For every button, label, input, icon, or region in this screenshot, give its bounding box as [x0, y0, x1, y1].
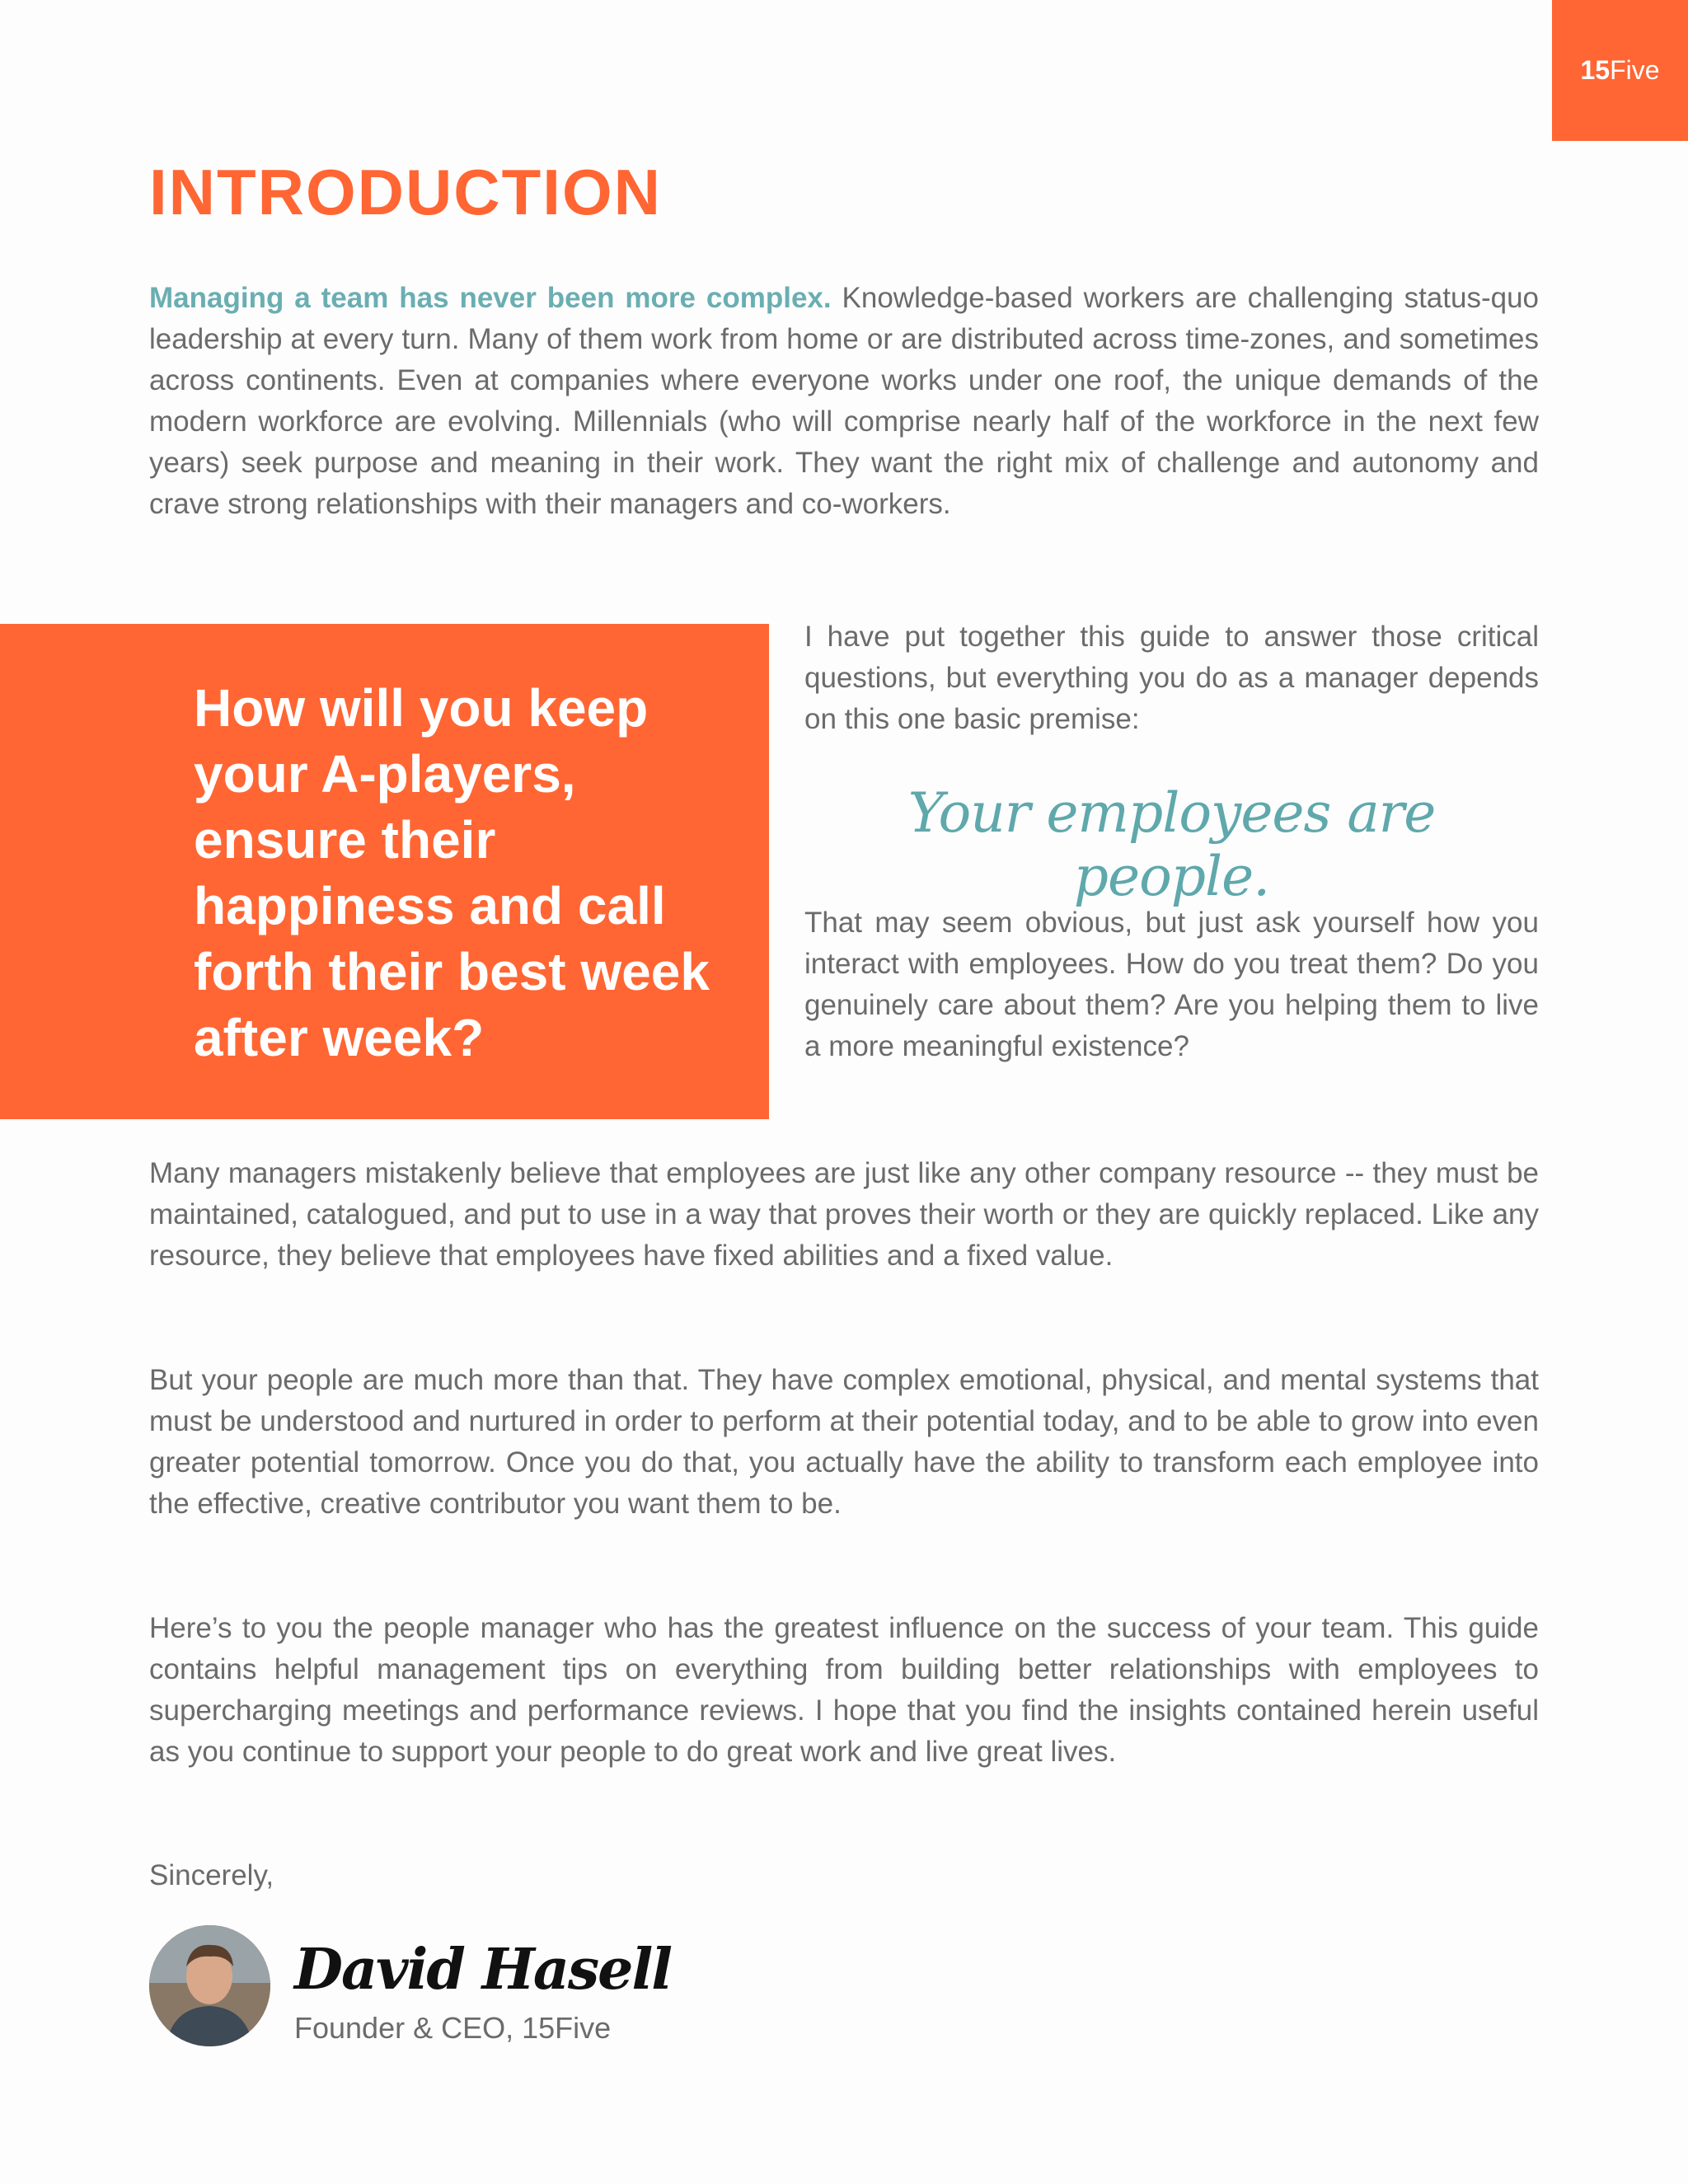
author-avatar [149, 1925, 270, 2046]
body-paragraph-2: But your people are much more than that. They have complex emotional, physical, and mental systems that must be understood and nurtured in order to perform at their potential today, and to be able to grow into even greater potential tomorrow. Once you do that, you actually have the ability to transform each employee into the effective, creative contributor you want them to be. [149, 1364, 1539, 1520]
brand-rest: Five [1610, 55, 1660, 85]
body-paragraph-1: Many managers mistakenly believe that employees are just like any other company resource -- they must be maintained, catalogued, and put to use in a way that proves their worth or they are quickly replaced. Like any resource, they believe that employees have fixed abilities and a fixed value. [149, 1157, 1539, 1272]
intro-lead: Managing a team has never been more complex. [149, 282, 832, 314]
callout-box [0, 624, 769, 1119]
closing-line: Sincerely, [149, 1859, 274, 1891]
callout-text: How will you keep your A-players, ensure their happiness and call forth their best week after week? [194, 678, 710, 1067]
portrait-image [149, 1925, 270, 2046]
pull-quote: Your employees are people. [907, 781, 1436, 908]
brand-logo-tab [1552, 0, 1688, 141]
right-col-paragraph-1: I have put together this guide to answer those critical questions, but everything you do as a manager depends on this one basic premise: [804, 621, 1539, 735]
brand-bold: 15 [1580, 55, 1611, 85]
author-signature: David Hasell [294, 1937, 672, 2003]
right-col-paragraph-2: That may seem obvious, but just ask yourself how you interact with employees. How do you treat them? Do you genuinely care about them? Are you helping them to live a more meaningful existence? [804, 907, 1539, 1062]
page-title: INTRODUCTION [149, 156, 662, 228]
intro-body: Knowledge-based workers are challenging status-quo leadership at every turn. Many of them work from home or are distributed across time-zones, and sometimes across continents. Even at companies where everyone works under one roof, the unique demands of the modern workforce are evolving. Millennials (who will comprise nearly half of the workforce in the next few years) seek purpose and meaning in their work. They want the right mix of challenge and autonomy and crave strong relationships with their managers and co-workers. [149, 282, 1539, 520]
body-paragraph-3: Here’s to you the people manager who has the greatest influence on the success of your team. This guide contains helpful management tips on everything from building better relationships with employees to supercharging meetings and performance reviews. I hope that you find the insights contained herein useful as you continue to support your people to do great work and live great lives. [149, 1612, 1539, 1768]
author-title: Founder & CEO, 15Five [294, 2011, 612, 2045]
intro-paragraph [149, 278, 1539, 525]
